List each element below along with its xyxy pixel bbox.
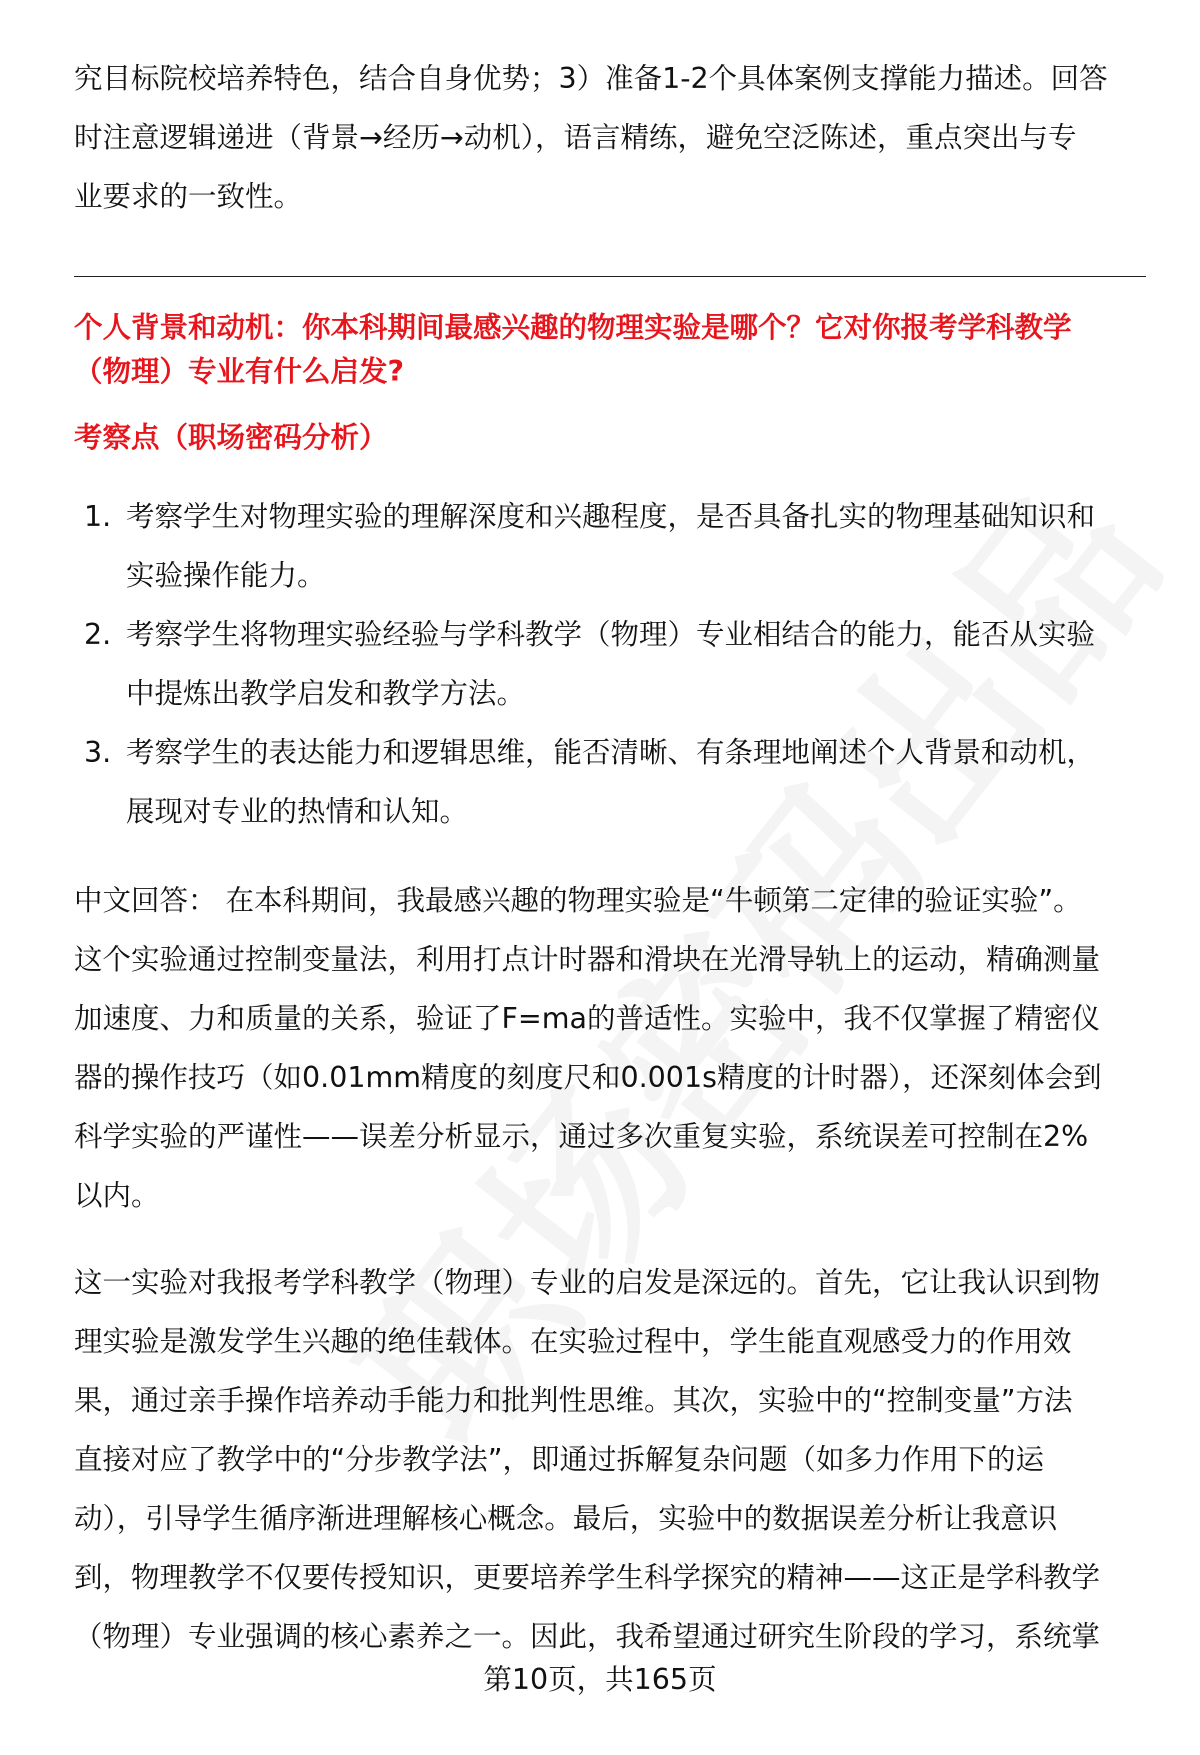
answer-paragraph <box>74 871 1174 1225</box>
text-line: 加速度、力和质量的关系，验证了F=ma的普适性。实验中，我不仅掌握了精密仪 <box>74 1002 1101 1035</box>
question-line: （物理）专业有什么启发? <box>74 355 405 388</box>
text-line: 考察学生将物理实验经验与学科教学（物理）专业相结合的能力，能否从实验 <box>126 618 1096 651</box>
list-number: 1. <box>84 500 112 533</box>
text-line: 器的操作技巧（如0.01mm精度的刻度尺和0.001s精度的计时器），还深刻体会到 <box>74 1061 1102 1094</box>
text-line: 展现对专业的热情和认知。 <box>126 795 469 828</box>
text-line: 实验操作能力。 <box>126 559 326 592</box>
text-line: 考察学生的表达能力和逻辑思维，能否清晰、有条理地阐述个人背景和动机， <box>126 736 1096 769</box>
list-number: 3. <box>84 736 112 769</box>
text-line: 时注意逻辑递进（背景→经历→动机），语言精练，避免空泛陈述，重点突出与专 <box>74 121 1077 154</box>
text-line: 以内。 <box>74 1179 160 1212</box>
list-item <box>74 487 1174 605</box>
text-line: 动），引导学生循序渐进理解核心概念。最后，实验中的数据误差分析让我意识 <box>74 1502 1058 1535</box>
text-line: 到，物理教学不仅要传授知识，更要培养学生科学探究的精神——这正是学科教学 <box>74 1561 1101 1594</box>
text-line: 这个实验通过控制变量法，利用打点计时器和滑块在光滑导轨上的运动，精确测量 <box>74 943 1101 976</box>
list-item <box>74 605 1174 723</box>
text-line: 中文回答： 在本科期间，我最感兴趣的物理实验是“牛顿第二定律的验证实验”。 <box>74 884 1082 917</box>
intro-paragraph <box>74 49 1174 226</box>
text-line: 果，通过亲手操作培养动手能力和批判性思维。其次，实验中的“控制变量”方法 <box>74 1384 1073 1417</box>
assessment-heading <box>74 416 1174 460</box>
text-line: 理实验是激发学生兴趣的绝佳载体。在实验过程中，学生能直观感受力的作用效 <box>74 1325 1072 1358</box>
section-divider <box>74 276 1146 277</box>
assessment-list <box>74 487 1174 841</box>
text-line: 考察学生对物理实验的理解深度和兴趣程度，是否具备扎实的物理基础知识和 <box>126 500 1096 533</box>
text-line: 业要求的一致性。 <box>74 180 303 213</box>
assessment-heading-text: 考察点（职场密码分析） <box>74 421 388 454</box>
text-line: 科学实验的严谨性——误差分析显示，通过多次重复实验，系统误差可控制在2% <box>74 1120 1089 1153</box>
text-line: 中提炼出教学启发和教学方法。 <box>126 677 526 710</box>
text-line: 这一实验对我报考学科教学（物理）专业的启发是深远的。首先，它让我认识到物 <box>74 1266 1101 1299</box>
text-line: （物理）专业强调的核心素养之一。因此，我希望通过研究生阶段的学习，系统掌 <box>74 1620 1101 1653</box>
list-number: 2. <box>84 618 112 651</box>
list-item <box>74 723 1174 841</box>
answer-continued-paragraph <box>74 1253 1174 1666</box>
question-line: 个人背景和动机：你本科期间最感兴趣的物理实验是哪个？它对你报考学科教学 <box>74 311 1072 344</box>
text-line: 直接对应了教学中的“分步教学法”，即通过拆解复杂问题（如多力作用下的运 <box>74 1443 1045 1476</box>
question-heading <box>74 306 1174 394</box>
text-line: 究目标院校培养特色，结合自身优势；3）准备1-2个具体案例支撑能力描述。回答 <box>74 62 1108 95</box>
page-number: 第10页，共165页 <box>483 1663 717 1696</box>
